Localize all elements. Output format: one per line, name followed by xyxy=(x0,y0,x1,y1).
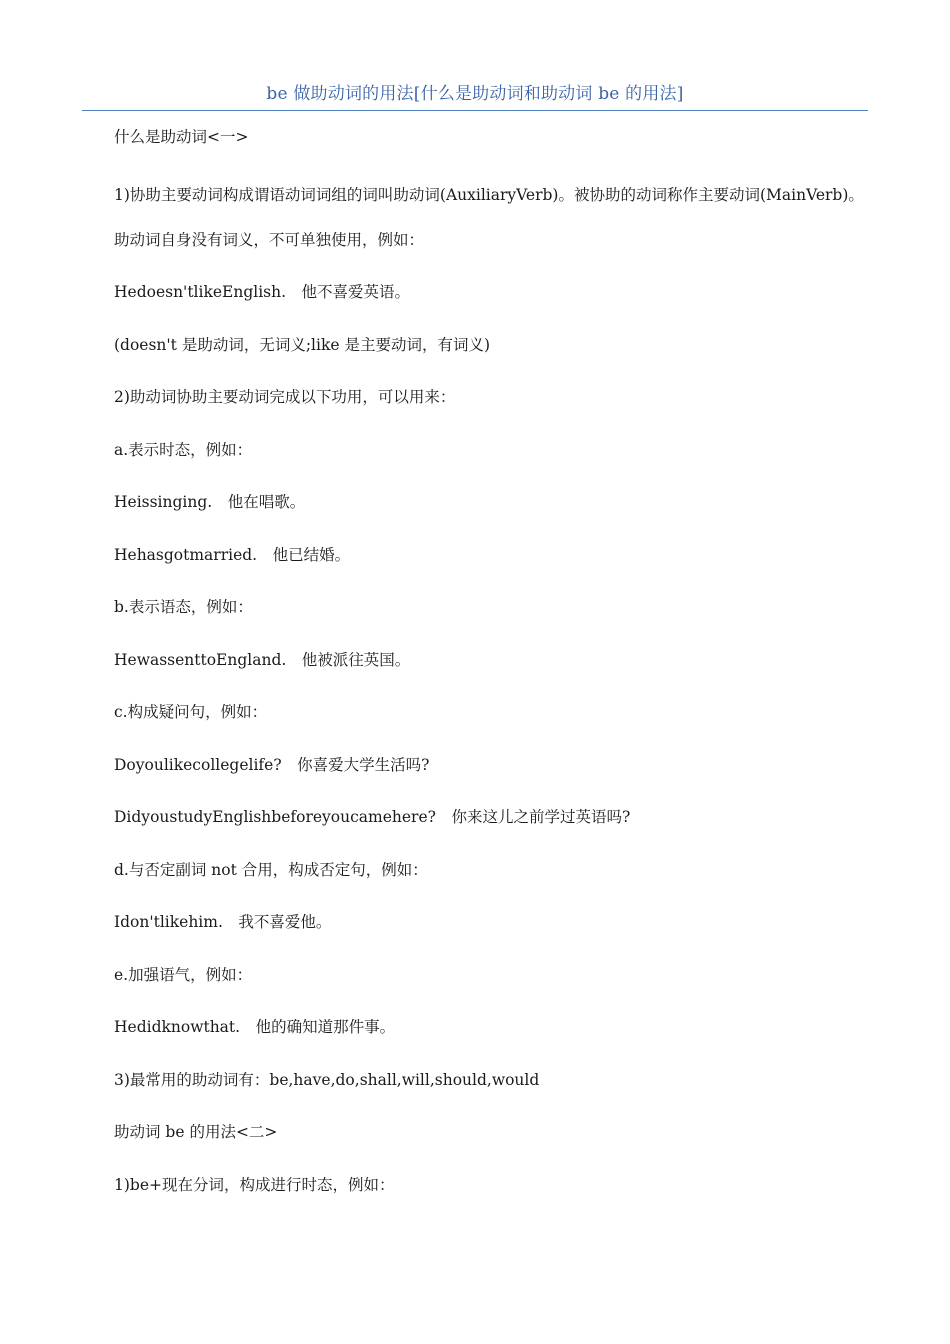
example-sentence: DidyoustudyEnglishbeforeyoucamehere? 你来这儿之前学过英语吗? xyxy=(114,808,631,826)
example-sentence: Idon'tlikehim. 我不喜爱他。 xyxy=(114,913,332,931)
document-title: be 做助动词的用法[什么是助动词和助动词 be 的用法] xyxy=(266,84,684,104)
list-item-emphasis: e.加强语气，例如： xyxy=(114,965,253,984)
document-body xyxy=(82,122,868,1222)
list-item-tense: a.表示时态，例如： xyxy=(114,440,253,459)
section-heading-be-usage: 助动词 be 的用法<二> xyxy=(114,1123,278,1141)
example-sentence: Doyoulikecollegelife? 你喜爱大学生活吗? xyxy=(114,755,430,774)
example-sentence: Heissinging. 他在唱歌。 xyxy=(114,493,306,511)
example-sentence: Hedoesn'tlikeEnglish. 他不喜爱英语。 xyxy=(114,283,411,301)
paragraph-common-auxiliaries: 3)最常用的助动词有：be,have,do,shall,will,should,would xyxy=(114,1070,540,1089)
paragraph-explanation: (doesn't 是助动词，无词义;like 是主要动词，有词义) xyxy=(114,335,491,354)
paragraph-no-meaning: 助动词自身没有词义，不可单独使用，例如： xyxy=(114,230,425,249)
section-heading-what-is-auxiliary: 什么是助动词<一> xyxy=(114,128,249,146)
example-sentence: HewassenttoEngland. 他被派往英国。 xyxy=(114,650,411,669)
paragraph-functions: 2)助动词协助主要动词完成以下功用，可以用来： xyxy=(114,388,456,406)
list-item-voice: b.表示语态，例如： xyxy=(114,598,253,616)
paragraph-be-progressive: 1)be+现在分词，构成进行时态，例如： xyxy=(114,1175,395,1194)
paragraph-definition: 1)协助主要动词构成谓语动词词组的词叫助动词(AuxiliaryVerb)。被协助的动词称作主要动词(MainVerb)。 xyxy=(114,185,864,204)
example-sentence: Hedidknowthat. 他的确知道那件事。 xyxy=(114,1018,396,1036)
list-item-negation: d.与否定副词 not 合用，构成否定句，例如： xyxy=(114,860,428,879)
example-sentence: Hehasgotmarried. 他已结婚。 xyxy=(114,545,351,564)
list-item-question: c.构成疑问句，例如： xyxy=(114,703,268,721)
document-header xyxy=(82,82,868,111)
